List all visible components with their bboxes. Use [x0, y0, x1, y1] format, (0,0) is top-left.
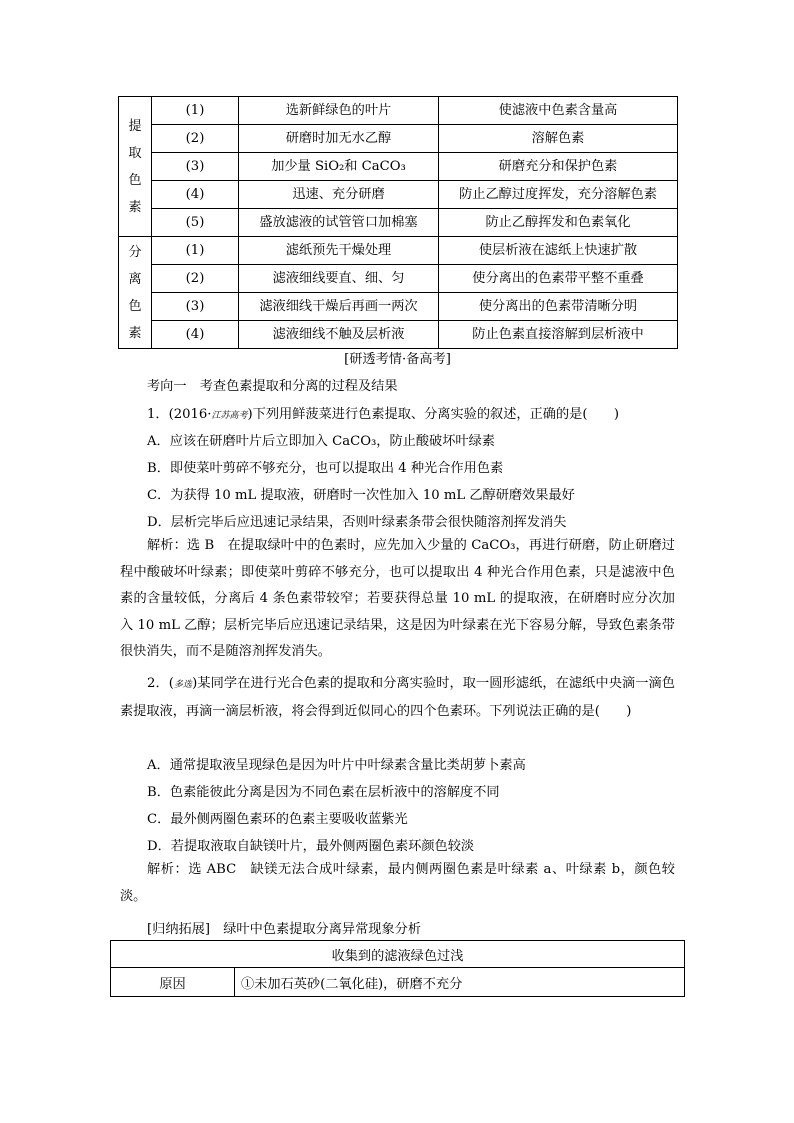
cell-purpose: 溶解色素 [439, 125, 678, 153]
cell-num: (3) [152, 293, 239, 321]
q1-analysis: 解析：选 B 在提取绿叶中的色素时，应先加入少量的 CaCO₃，再进行研磨，防止研磨过程中酸破坏叶绿素；即使菜叶剪碎不够充分，也可以提取出 4 种光合作用色素，只是滤液中色素的含量较低，分离后 4 条色素带较窄；若要获得总量 10 mL 的提取液，在研磨时应分次加入 10 mL 乙醇；层析完毕后应迅速记录结果，这是因为叶绿素在光下容易分解，导致色素条带很快消失，而不是随溶剂挥发消失。 [120, 538, 675, 659]
reason-label: 原因 [111, 968, 235, 997]
group-label-char: 离 [128, 271, 142, 287]
cell-step: 研磨时加无水乙醇 [239, 125, 439, 153]
cell-num: (1) [152, 237, 239, 265]
cell-purpose: 使分离出的色素带清晰分明 [439, 293, 678, 321]
group-label-char: 素 [128, 199, 142, 215]
table-row [119, 97, 678, 125]
table-row [119, 125, 678, 153]
cell-step: 滤纸预先干燥处理 [239, 237, 439, 265]
cell-step: 滤液细线不触及层析液 [239, 321, 439, 349]
cell-num: (5) [152, 209, 239, 237]
cell-num: (4) [152, 181, 239, 209]
cell-purpose: 使层析液在滤纸上快速扩散 [439, 237, 678, 265]
cell-step: 迅速、充分研磨 [239, 181, 439, 209]
cell-step: 滤液细线要直、细、匀 [239, 265, 439, 293]
cell-num: (3) [152, 153, 239, 181]
cell-purpose: 使分离出的色素带平整不重叠 [439, 265, 678, 293]
group-label-char: 素 [128, 325, 142, 341]
group-label-separate [119, 237, 152, 349]
q1-option-a: A．应该在研磨叶片后立即加入 CaCO₃，防止酸破坏叶绿素 [147, 434, 495, 449]
q1-stem: 1．(2016·江苏高考)下列用鲜菠菜进行色素提取、分离实验的叙述，正确的是( ) [147, 407, 619, 422]
table-row [119, 153, 678, 181]
table-row [119, 237, 678, 265]
q1-option-d: D．层析完毕后应迅速记录结果，否则叶绿素条带会很快随溶剂挥发消失 [147, 515, 567, 530]
q2-option-a: A．通常提取液呈现绿色是因为叶片中叶绿素含量比类胡萝卜素高 [147, 758, 526, 773]
cell-purpose: 防止色素直接溶解到层析液中 [439, 321, 678, 349]
reason-text: ①未加石英砂(二氧化硅)，研磨不充分 [235, 968, 685, 997]
table-row [119, 181, 678, 209]
group-label-char: 提 [128, 118, 142, 134]
q1-option-c: C．为获得 10 mL 提取液，研磨时一次性加入 10 mL 乙醇研磨效果最好 [147, 488, 575, 503]
cell-purpose: 防止乙醇挥发和色素氧化 [439, 209, 678, 237]
table-row [119, 265, 678, 293]
group-label-char: 色 [128, 298, 142, 314]
cell-num: (2) [152, 265, 239, 293]
table-row [119, 321, 678, 349]
q2-option-d: D．若提取液取自缺镁叶片，最外侧两圈色素环颜色较淡 [147, 839, 475, 854]
q1-option-b: B．即使菜叶剪碎不够充分，也可以提取出 4 种光合作用色素 [147, 461, 504, 476]
cell-step: 加少量 SiO₂和 CaCO₃ [239, 153, 439, 181]
q2-source: 多选 [173, 680, 193, 690]
direction-heading: 考向一 考查色素提取和分离的过程及结果 [147, 379, 398, 394]
summary-table [110, 940, 685, 997]
group-label-char: 取 [128, 145, 142, 161]
table-row [119, 293, 678, 321]
cell-step: 盛放滤液的试管管口加棉塞 [239, 209, 439, 237]
cell-num: (2) [152, 125, 239, 153]
cell-num: (4) [152, 321, 239, 349]
cell-step: 滤液细线干燥后再画一两次 [239, 293, 439, 321]
section-title: [研透考情·备高考] [344, 352, 451, 367]
q1-source: 江苏高考 [211, 411, 248, 421]
cell-purpose: 研磨充分和保护色素 [439, 153, 678, 181]
q2-option-b: B．色素能彼此分离是因为不同色素在层析液中的溶解度不同 [147, 785, 500, 800]
pigment-table [118, 96, 678, 349]
group-label-char: 分 [128, 244, 142, 260]
summary-table-title: 收集到的滤液绿色过浅 [111, 941, 685, 968]
table-row [119, 209, 678, 237]
group-label-char: 色 [128, 172, 142, 188]
q2-analysis: 解析：选 ABC 缺镁无法合成叶绿素，最内侧两圈色素是叶绿素 a、叶绿素 b，颜色较淡。 [120, 862, 675, 904]
cell-purpose: 防止乙醇过度挥发，充分溶解色素 [439, 181, 678, 209]
cell-purpose: 使滤液中色素含量高 [439, 97, 678, 125]
summary-heading: [归纳拓展] 绿叶中色素提取分离异常现象分析 [147, 922, 422, 937]
cell-step: 选新鲜绿色的叶片 [239, 97, 439, 125]
q2-stem: 2．(多选)某同学在进行光合色素的提取和分离实验时，取一圆形滤纸，在滤纸中央滴一滴色素提取液，再滴一滴层析液，将会得到近似同心的四个色素环。下列说法正确的是( ) [120, 676, 675, 719]
q2-option-c: C．最外侧两圈色素环的色素主要吸收蓝紫光 [147, 812, 408, 827]
group-label-extract [119, 97, 152, 237]
cell-num: (1) [152, 97, 239, 125]
